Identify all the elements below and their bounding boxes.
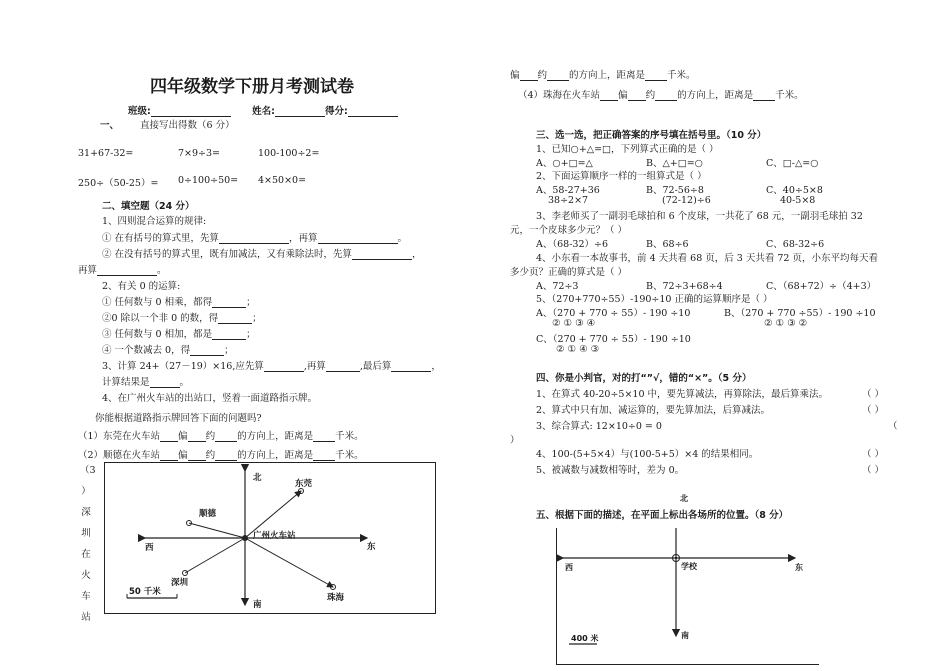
dir-q4: （4）珠海在火车站 偏 约 的方向上，距离是 千米。 (518, 90, 804, 101)
choice-q5: 5、（270+770÷55）-190÷10 正确的运算顺序是（ ） (536, 294, 773, 305)
line-shenzhen (185, 538, 245, 573)
judge-3-answer-close: ） (510, 435, 520, 446)
choice-q4-a[interactable]: A、72÷3 (536, 281, 579, 292)
dir-q3-continued: 偏 约 的方向上，距离是 千米。 (510, 70, 696, 81)
choice-q4a: 4、小东看一本故事书，前 4 天共看 68 页，后 3 天共看 72 页，小东平均每天看 (536, 253, 878, 264)
fill-q2: 2、有关 0 的运算: (102, 281, 181, 292)
station-marker (242, 535, 248, 541)
map1-east-label: 东 (367, 542, 376, 552)
choice-q2: 2、下面运算顺序一样的一组算式是（ ） (536, 171, 707, 182)
blank[interactable] (326, 361, 360, 372)
blank[interactable] (97, 265, 157, 276)
blank[interactable] (218, 313, 252, 324)
fill-q3-result: 计算结果是 。 (102, 377, 190, 388)
fill-q2b: ②0 除以一个非 0 的数，得 ； (102, 313, 262, 324)
map1-west-label: 西 (145, 543, 154, 553)
choice-q3b: 元，一个皮球多少元？（ ） (510, 225, 628, 236)
choice-q5-c-order: ② ① ④ ③ (556, 344, 600, 355)
judge-5: 5、被减数与减数相等时，差为 0。 (536, 465, 685, 476)
fill-q3: 3、计算 24+（27－19）×16,应先算 ,再算 ,最后算 ， (102, 361, 441, 372)
section1-heading: 一、 直接写出得数（6 分） (100, 120, 235, 131)
choice-q3-a[interactable]: A、（68-32）÷6 (536, 239, 609, 250)
calc-6: 4×50×0= (258, 175, 307, 186)
dir-q3-vertical: （3 ） 深 圳 在 火 车 站 (80, 465, 96, 623)
section4-heading: 四、你是小判官，对的打“”√，错的“×”。（5 分） (536, 373, 752, 384)
fill-q4-ask: 你能根据道路指示牌回答下面的问题吗? (95, 413, 262, 424)
section5-heading: 五、根据下面的描述，在平面上标出各场所的位置。（8 分） (536, 510, 789, 521)
choice-q5-b[interactable]: B、（270 + 770 ÷55）- 190 ÷10 (724, 308, 876, 319)
road-sign-map (104, 462, 436, 614)
choice-q3-b[interactable]: B、68÷6 (646, 239, 689, 250)
name-field[interactable] (275, 106, 325, 117)
judge-3: 3、综合算式: 12×10÷0 = 0 (536, 421, 662, 432)
judge-5-answer[interactable]: （ ） (862, 465, 885, 476)
blank[interactable] (219, 233, 289, 244)
calc-3: 100-100÷2= (258, 148, 320, 159)
map2-scale-label: 400 米 (571, 634, 599, 643)
map2-west-label: 西 (565, 563, 573, 572)
choice-q4-c[interactable]: C、（68+72）÷（4+3） (766, 281, 877, 292)
judge-2: 2、算式中只有加、减运算的，要先算加法，后算减法。 (536, 405, 771, 416)
choice-q4-b[interactable]: B、72÷3+68÷4 (646, 281, 723, 292)
calc-4: 250÷（50-25）= (78, 178, 159, 189)
map1-shunde-label: 顺德 (199, 509, 217, 519)
choice-q2-c2: 40-5×8 (780, 195, 816, 206)
map1-dongguan-label: 东莞 (295, 479, 313, 489)
choice-q1-c[interactable]: C、□-△=○ (766, 158, 819, 169)
fill-q1b: ② 在没有括号的算式里，既有加减法，又有乘除法时，先算 ， (102, 249, 422, 260)
choice-q2-b[interactable]: B、72-56÷8 (646, 185, 704, 196)
line-shunde (189, 523, 245, 538)
judge-2-answer[interactable]: （ ） (862, 405, 885, 416)
choice-q5-b-order: ② ① ③ ② (764, 318, 808, 329)
map1-zhuhai-label: 珠海 (327, 593, 345, 603)
score-label: 得分: (324, 106, 348, 117)
map2-south-label: 南 (681, 631, 689, 640)
choice-q3-c[interactable]: C、68-32÷6 (766, 239, 825, 250)
class-label: 班级: (128, 106, 151, 117)
blank[interactable] (391, 361, 431, 372)
choice-q1: 1、已知○+△=□，下列算式正确的是（ ） (536, 144, 719, 155)
line-zhuhai (245, 538, 333, 587)
blank[interactable] (190, 345, 224, 356)
choice-q3a: 3、李老师买了一副羽毛球拍和 6 个皮球，一共花了 68 元，一副羽毛球拍 32 (536, 211, 863, 222)
choice-q2-b2: (72-12)÷6 (662, 195, 711, 206)
dir-q2: （2）顺德在火车站 偏 约 的方向上，距离是 千米。 (78, 450, 364, 461)
judge-1-answer[interactable]: （ ） (862, 389, 885, 400)
map1-scale-label: 50 千米 (129, 587, 161, 597)
calc-2: 7×9÷3= (178, 148, 221, 159)
page-title: 四年级数学下册月考测试卷 (150, 77, 354, 97)
map2-north-label: 北 (680, 494, 688, 503)
school-map[interactable] (556, 528, 819, 665)
section3-heading: 三、选一选，把正确答案的序号填在括号里。（10 分） (536, 130, 767, 141)
blank[interactable] (352, 249, 412, 260)
blank[interactable] (150, 377, 180, 388)
fill-q4: 4、在广州火车站的出站口，竖着一面道路指示牌。 (102, 393, 318, 404)
fill-q2d: ④ 一个数减去 0，得 ； (102, 345, 234, 356)
choice-q5-c[interactable]: C、（270 + 770 ÷ 55）- 190 ÷10 (536, 334, 691, 345)
blank[interactable] (318, 233, 398, 244)
fill-q1a: ① 在有括号的算式里，先算 ，再算 。 (102, 233, 408, 244)
blank[interactable] (212, 329, 246, 340)
judge-1: 1、在算式 40-20÷5×10 中，要先算减法，再算除法，最后算乘法。 (536, 389, 829, 400)
score-field[interactable] (348, 106, 398, 117)
choice-q2-a[interactable]: A、58-27+36 (536, 185, 600, 196)
judge-4-answer[interactable]: （ ） (862, 449, 885, 460)
section2-heading: 二、填空题（24 分） (102, 201, 195, 212)
dir-q1: （1）东莞在火车站 偏 约 的方向上，距离是 千米。 (78, 431, 364, 442)
map1-south-label: 南 (253, 600, 262, 610)
fill-q1: 1、四则混合运算的规律: (102, 216, 207, 227)
map2-east-label: 东 (795, 563, 803, 572)
choice-q1-a[interactable]: A、○+□=△ (536, 158, 593, 169)
calc-5: 0÷100÷50= (178, 175, 239, 186)
judge-4: 4、100-(5+5×4）与(100-5+5）×4 的结果相同。 (536, 449, 759, 460)
judge-3-answer-open[interactable]: （ (888, 421, 898, 432)
choice-q1-b[interactable]: B、△+□=○ (646, 158, 703, 169)
map1-shenzhen-label: 深圳 (171, 578, 189, 588)
fill-q2a: ① 任何数与 0 相乘，都得 ； (102, 297, 256, 308)
fill-q2c: ③ 任何数与 0 相加，都是 ； (102, 329, 256, 340)
header-info-line (128, 103, 398, 117)
map1-center-label: 广州火车站 (253, 531, 296, 541)
choice-q2-c[interactable]: C、40÷5×8 (766, 185, 823, 196)
blank[interactable] (264, 361, 304, 372)
choice-q5-a[interactable]: A、（270 + 770 ÷ 55）- 190 ÷10 (536, 308, 691, 319)
map2-center-label: 学校 (681, 562, 697, 571)
class-field[interactable] (151, 106, 231, 117)
map1-north-label: 北 (253, 473, 262, 483)
fill-q1b-cont: 再算 。 (78, 265, 167, 276)
name-label: 姓名: (252, 106, 275, 117)
choice-q5-a-order: ② ① ③ ④ (552, 318, 596, 329)
choice-q4b: 多少页？正确的算式是（ ） (510, 267, 628, 278)
blank[interactable] (212, 297, 246, 308)
calc-1: 31+67-32= (78, 148, 134, 159)
choice-q2-a2: 38÷2×7 (548, 195, 589, 206)
